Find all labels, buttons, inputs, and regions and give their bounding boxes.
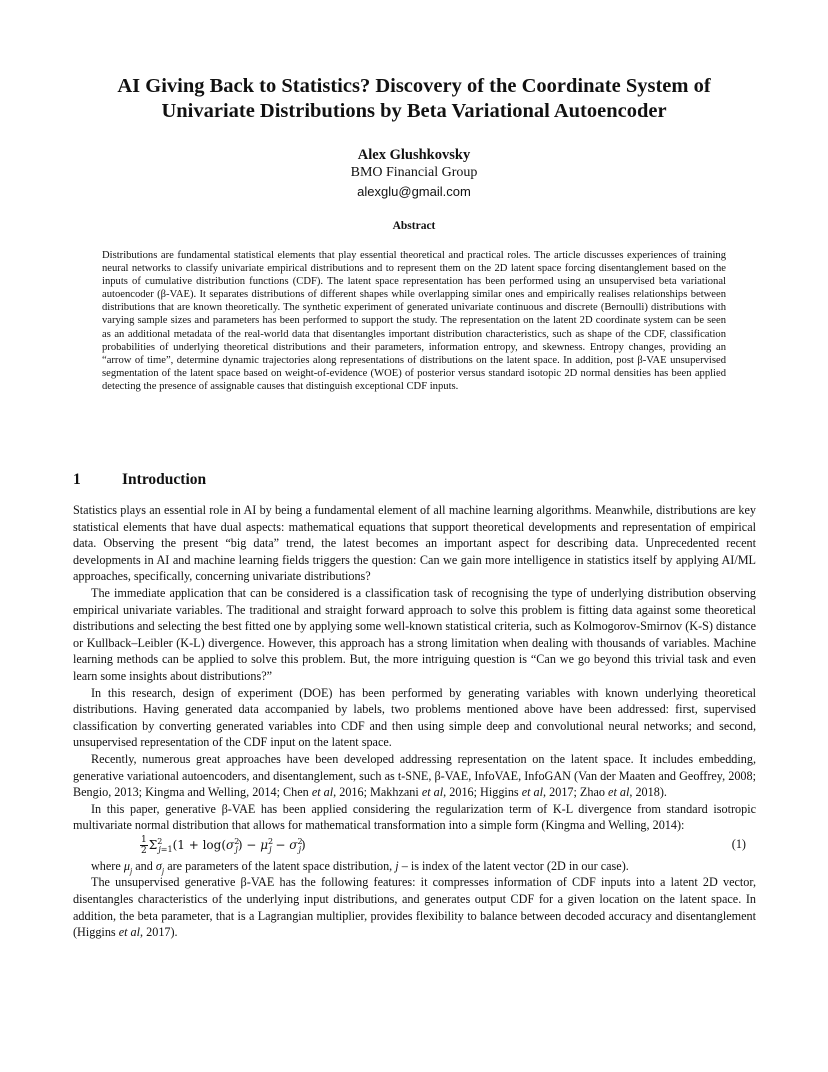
- paragraph-5: In this paper, generative β-VAE has been applied considering the regularization term of K-L divergence from standard isotropic multivariate normal distribution that allows for mathematical transformation into a simple form (Kingma and Welling, 2014):: [73, 801, 756, 833]
- body-text: [73, 502, 756, 941]
- section-title: Introduction: [122, 471, 207, 488]
- paragraph-6: where $\mu_j$ and $\sigma_j$ are parameters of the latent space distribution, j – is index of the latent vector (2D in our case).: [91, 858, 629, 876]
- title-line-1: AI Giving Back to Statistics? Discovery of the Coordinate System of: [117, 75, 711, 97]
- equation-number: (1): [731, 836, 746, 851]
- equation-row: [73, 834, 756, 858]
- paragraph-7: The unsupervised generative β-VAE has the following features: it compresses information of CDF inputs into a latent 2D vector, disentangles characteristics of the underlying input distributions, and generates output CDF for a given location on the latent space. In addition, the beta parameter, that is a Lagrangian multiplier, provides flexibility to balance between decoded accuracy and disentanglement (Higgins et al, 2017).: [73, 875, 756, 940]
- abstract-heading: Abstract: [392, 220, 436, 232]
- paragraph-4: Recently, numerous great approaches have been developed addressing representation on the latent space. It includes embedding, generative variational autoencoders, and disentanglement, such as t-SNE, β-VAE, InfoVAE, InfoGAN (Van der Maaten and Geoffrey, 2008; Bengio, 2013; Kingma and Welling, 2014; Chen et al, 2016; Makhzani et al, 2016; Higgins et al, 2017; Zhao et al, 2018).: [73, 751, 756, 800]
- paragraph-3: In this research, design of experiment (DOE) has been performed by generating variables with known underlying theoretical distributions. Having generated data accompanied by labels, two problems mentioned above have been addressed: first, supervised classification by converting generated variables into CDF and then using simple deep and convolutional neural networks; and second, unsupervised representation of the CDF input on the latent space.: [73, 685, 756, 750]
- abstract-text: Distributions are fundamental statistical elements that play essential theoretical and practical roles. The article discusses experiences of training neural networks to classify univariate empirical distributions and to represent them on the 2D latent space forcing disentanglement based on the inputs of cumulative distribution functions (CDF). The latent space representation has been performed using an unsupervised beta variational autoencoder (β-VAE). It separates distributions of different shapes while overlapping similar ones and empirically realises relationships between distributions that are known theoretically. The synthetic experiment of generated univariate continuous and discrete (Bernoulli) distributions with varying sample sizes and parameters has been performed to support the study. The representation on the latent 2D coordinate system can be seen as an additional metadata of the real-world data that disentangles important distribution characteristics, such as shape of the CDF, classification probabilities of underlying theoretical distributions and their parameters, information entropy, and skewness. Entropy changes, providing an “arrow of time”, determine dynamic trajectories along representations of distributions on the latent space. In addition, post β-VAE unsupervised segmentation of the latent space based on weight-of-evidence (WOE) of posterior versus standard isotopic 2D normal densities has been applied detecting the presence of assignable causes that distinguish exceptional CDF inputs.: [102, 250, 726, 392]
- title-line-2: Univariate Distributions by Beta Variational Autoencoder: [161, 100, 667, 122]
- paragraph-2: The immediate application that can be considered is a classification task of recognising the type of underlying distribution observing empirical univariate variables. The traditional and straight forward approach to solve this problem is fitting data against some theoretical distributions and selecting the best fitted one by applying some well-known statistical criteria, such as Kolmogorov-Smirnov (K-S) distance or Kullback–Leibler (K-L) divergence. However, this approach has a strong limitation when dealing with thousands of variables. Machine learning methods can be applied to solve this problem. But, the more intriguing question is “Can we go beyond this trivial task and even learn some insights about distributions?”: [73, 585, 756, 683]
- paragraph-1: Statistics plays an essential role in AI by being a fundamental element of all machine learning algorithms. Meanwhile, distributions are key statistical elements that have dual aspects: mathematical equations that support theoretical developments and representation of empirical data. Observing the present “big data” trend, the latest becomes an important aspect for describing data. Unprecedented recent developments in AI and machine learning fields triggers the question: Can we gain more intelligence in statistics itself by applying AI/ML approaches, specifically, concerning univariate distributions?: [73, 503, 756, 584]
- section-heading: [73, 471, 206, 489]
- section-number: 1: [73, 471, 81, 488]
- author-affiliation: BMO Financial Group: [350, 165, 478, 180]
- author-name: Alex Glushkovsky: [357, 147, 471, 163]
- kl-equation: $\frac{1}{2}$ $\Sigma^2_{j=1}(1 + \log(\sigma^2_j) - \mu^2_j - \sigma^2_j)$: [141, 834, 306, 856]
- paper-title: [60, 74, 768, 124]
- author-email: alexglu@gmail.com: [357, 184, 471, 199]
